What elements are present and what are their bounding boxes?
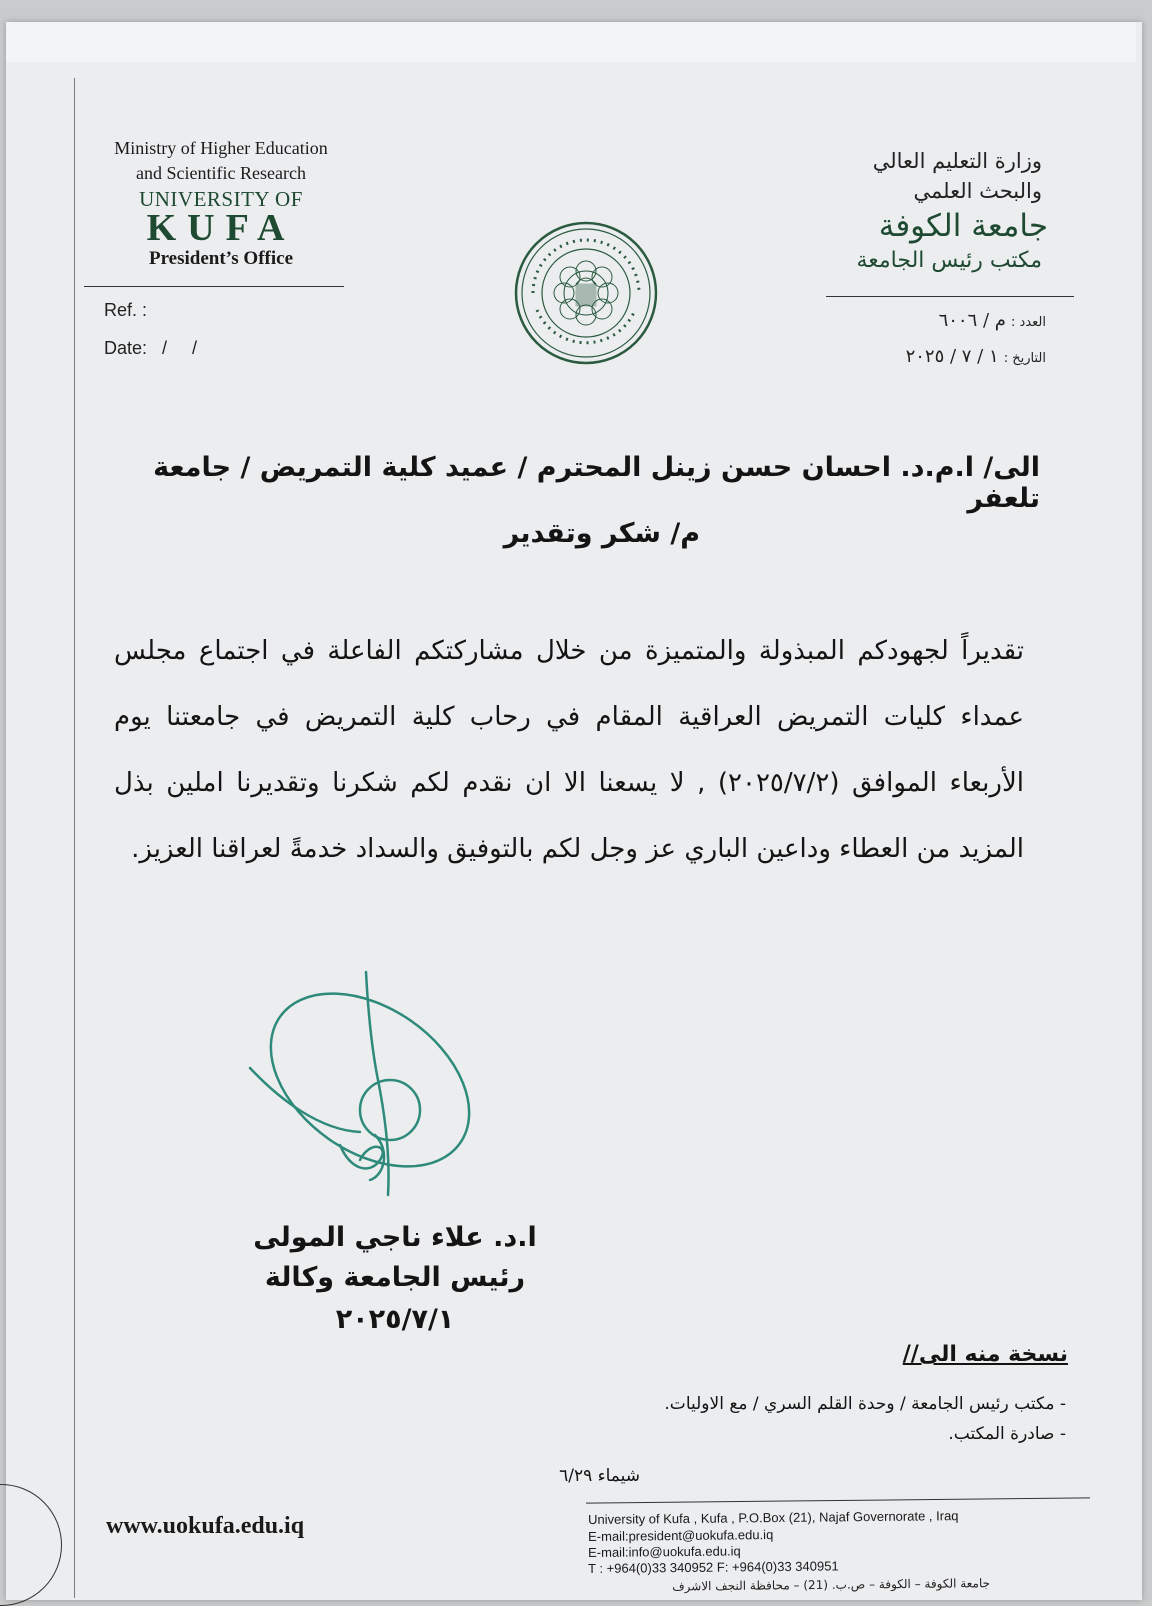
presidents-office-en: President’s Office	[148, 248, 294, 269]
signatory-name: ا.د. علاء ناجي المولى	[253, 1222, 537, 1253]
underlying-sheet	[6, 22, 1136, 62]
number-label: العدد :	[1011, 315, 1046, 330]
copy-item: - صادرة المكتب.	[948, 1424, 1066, 1444]
university-ar: جامعة الكوفة	[878, 208, 1048, 244]
signature-date: ٢٠٢٥/٧/١	[335, 1304, 455, 1335]
copy-item: - مكتب رئيس الجامعة / وحدة القلم السري / مع الاوليات.	[664, 1394, 1066, 1414]
footer-address: University of Kufa , Kufa , P.O.Box (21), Najaf Governorate , Iraq	[588, 1508, 959, 1527]
date-value-ar: ١ / ٧ / ٢٠٢٥	[905, 346, 999, 367]
english-letterhead	[90, 136, 352, 272]
university-of-label: UNIVERSITY OF	[139, 187, 303, 211]
ministry-ar-line2: والبحث العلمي	[913, 179, 1042, 203]
ministry-en-line2: and Scientific Research	[136, 163, 306, 183]
university-seal-icon	[513, 220, 659, 366]
number-row	[820, 310, 1046, 331]
signatory-title: رئيس الجامعة وكالة	[264, 1262, 526, 1293]
copies-heading: نسخة منه الى//	[902, 1342, 1068, 1367]
header-divider-right	[826, 296, 1074, 297]
footer-address-ar: جامعة الكوفة – الكوفة – ص.ب. (21) – محافظة النجف الاشرف	[672, 1576, 991, 1594]
handwritten-signature-icon	[240, 970, 500, 1200]
ministry-ar-line1: وزارة التعليم العالي	[872, 149, 1042, 173]
subject-line: م/ شكر وتقدير	[503, 518, 700, 549]
typist-initials: شيماء ٦/٢٩	[559, 1466, 640, 1486]
letter-body: تقديراً لجهودكم المبذولة والمتميزة من خلال مشاركتكم الفاعلة في اجتماع مجلس عمداء كليات التمريض العراقية المقام في رحاب كلية التمريض في جامعتنا يوم الأربعاء الموافق (٢٠٢٥/٧/٢) , لا يسعنا الا ان نقدم لكم شكرنا وتقديرنا املين بذل المزيد من العطاء وداعين الباري عز وجل لكم بالتوفيق والسداد خدمةً لعراقنا العزيز.	[114, 636, 1025, 864]
margin-rule	[74, 78, 75, 1598]
kufa-label: KUFA	[146, 207, 296, 249]
ref-label: Ref. :	[104, 300, 148, 320]
footer-phone-fax: T : +964(0)33 340952 F: +964(0)33 340951	[588, 1558, 839, 1576]
presidents-office-ar: مكتب رئيس الجامعة	[856, 248, 1042, 273]
addressee-line: الى/ ا.م.د. احسان حسن زينل المحترم / عميد كلية التمريض / جامعة تلعفر	[153, 452, 1040, 514]
footer-email-president: E-mail:president@uokufa.edu.iq	[588, 1527, 774, 1544]
arabic-letterhead	[800, 146, 1052, 276]
ministry-en-line1: Ministry of Higher Education	[114, 138, 328, 158]
date-row-ar	[820, 346, 1046, 367]
number-value: م / ٦٠٠٦	[938, 310, 1006, 331]
website-link: www.uokufa.edu.iq	[106, 1513, 305, 1539]
header-divider-left	[84, 286, 344, 287]
date-label-ar: التاريخ :	[1003, 351, 1046, 366]
footer-email-info: E-mail:info@uokufa.edu.iq	[588, 1543, 741, 1560]
date-label: Date: / /	[104, 338, 198, 358]
